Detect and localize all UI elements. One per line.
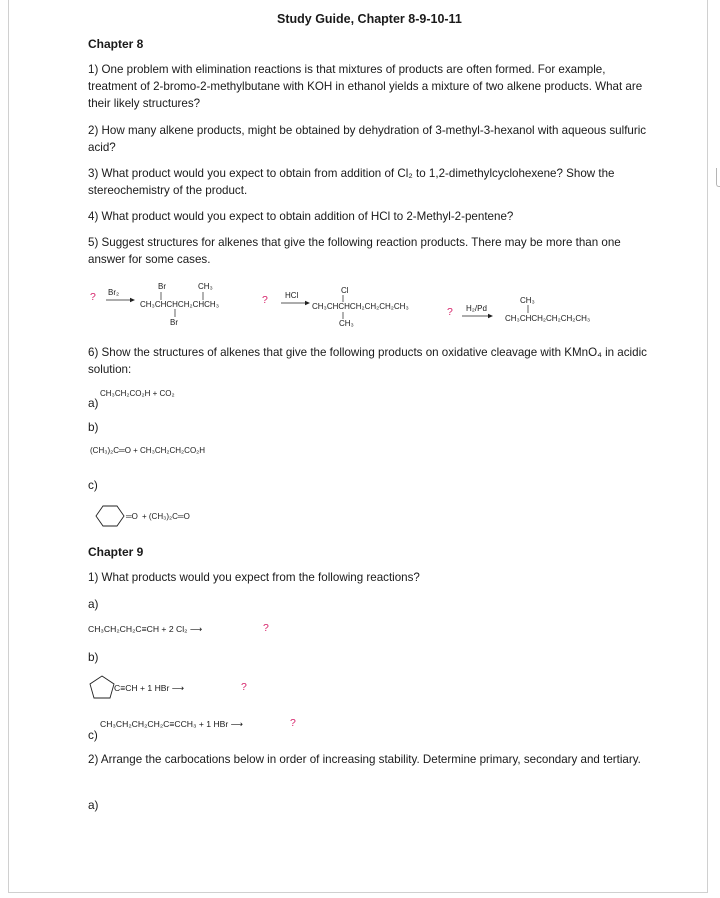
unknown-product-mark: ?	[263, 622, 269, 634]
cleavage-products-b: (CH₃)₂C═O + CH₃CH₂CH₂CO₂H	[90, 446, 206, 455]
methyl-substituent: CH₃	[339, 319, 354, 328]
ch9-question-2: 2) Arrange the carbocations below in order of increasing stability. Determine primary, secondary and tertiary.	[88, 753, 641, 766]
reaction-a: CH₃CH₂CH₂C≡CH + 2 Cl₂ ⟶	[88, 624, 203, 634]
chapter8-heading: Chapter 8	[88, 37, 144, 51]
ch8-question-4: 4) What product would you expect to obtain addition of HCl to 2-Methyl-2-pentene?	[88, 210, 514, 223]
part-label: a)	[88, 597, 99, 611]
part-label: b)	[88, 650, 99, 664]
unknown-product-mark: ?	[290, 717, 296, 729]
methyl-substituent: CH₃	[198, 282, 213, 291]
chloro-substituent: Cl	[341, 286, 349, 295]
ch8-question-5: 5) Suggest structures for alkenes that give the following reaction products. There may be more than one answer for some cases.	[88, 236, 621, 266]
reagent-label: Br₂	[108, 288, 120, 297]
bromo-substituent: Br	[158, 282, 166, 291]
carbonyl-oxygen: ═O	[126, 512, 138, 521]
reaction-arrow	[281, 300, 311, 306]
reaction-arrow	[462, 313, 494, 319]
product-formula: CH₃CHCH₂CH₂CH₂CH₃	[505, 314, 591, 323]
reaction-arrow	[106, 297, 136, 303]
methyl-substituent: CH₃	[520, 296, 535, 305]
document-title: Study Guide, Chapter 8-9-10-11	[277, 12, 462, 26]
ch8-question-6: 6) Show the structures of alkenes that give the following products on oxidative cleavage with KMnO₄ in acidic solution:	[88, 346, 647, 376]
reagent-label: HCl	[285, 291, 299, 300]
part-label: a)	[88, 798, 99, 812]
part-label: c)	[88, 728, 98, 742]
product-formula: CH₃CHCHCH₂CH₂CH₂CH₃	[312, 302, 409, 311]
part-label: b)	[88, 420, 99, 434]
unknown-reactant-mark: ?	[447, 306, 453, 318]
unknown-product-mark: ?	[241, 681, 247, 693]
cleavage-products-c: + (CH₃)₂C═O	[142, 512, 190, 521]
ch8-question-3: 3) What product would you expect to obtain from addition of Cl₂ to 1,2-dimethylcyclohexene? Show the stereochemistry of the product.	[88, 167, 615, 197]
chapter9-heading: Chapter 9	[88, 545, 144, 559]
reagent-label: H₂/Pd	[466, 304, 487, 313]
ch8-question-1: 1) One problem with elimination reactions is that mixtures of products are often formed. For example, treatment of 2-bromo-2-methylbutane with KOH in ethanol yields a mixture of two alkene products. What are their likely structures?	[88, 63, 643, 110]
cleavage-products-a: CH₃CH₂CO₂H + CO₂	[100, 389, 175, 398]
scroll-tab[interactable]	[716, 168, 720, 187]
ch8-question-2: 2) How many alkene products, might be obtained by dehydration of 3-methyl-3-hexanol with aqueous sulfuric acid?	[88, 124, 647, 154]
part-label: a)	[88, 396, 99, 410]
part-label: c)	[88, 478, 98, 492]
reaction-c: CH₃CH₂CH₂CH₂C≡CCH₃ + 1 HBr ⟶	[100, 719, 243, 729]
reaction-b: C≡CH + 1 HBr ⟶	[114, 683, 185, 693]
bromo-substituent: Br	[170, 318, 178, 327]
product-formula: CH₃CHCHCH₂CHCH₃	[140, 300, 219, 309]
unknown-reactant-mark: ?	[262, 294, 268, 306]
unknown-reactant-mark: ?	[90, 291, 96, 303]
ch9-question-1: 1) What products would you expect from the following reactions?	[88, 571, 420, 584]
